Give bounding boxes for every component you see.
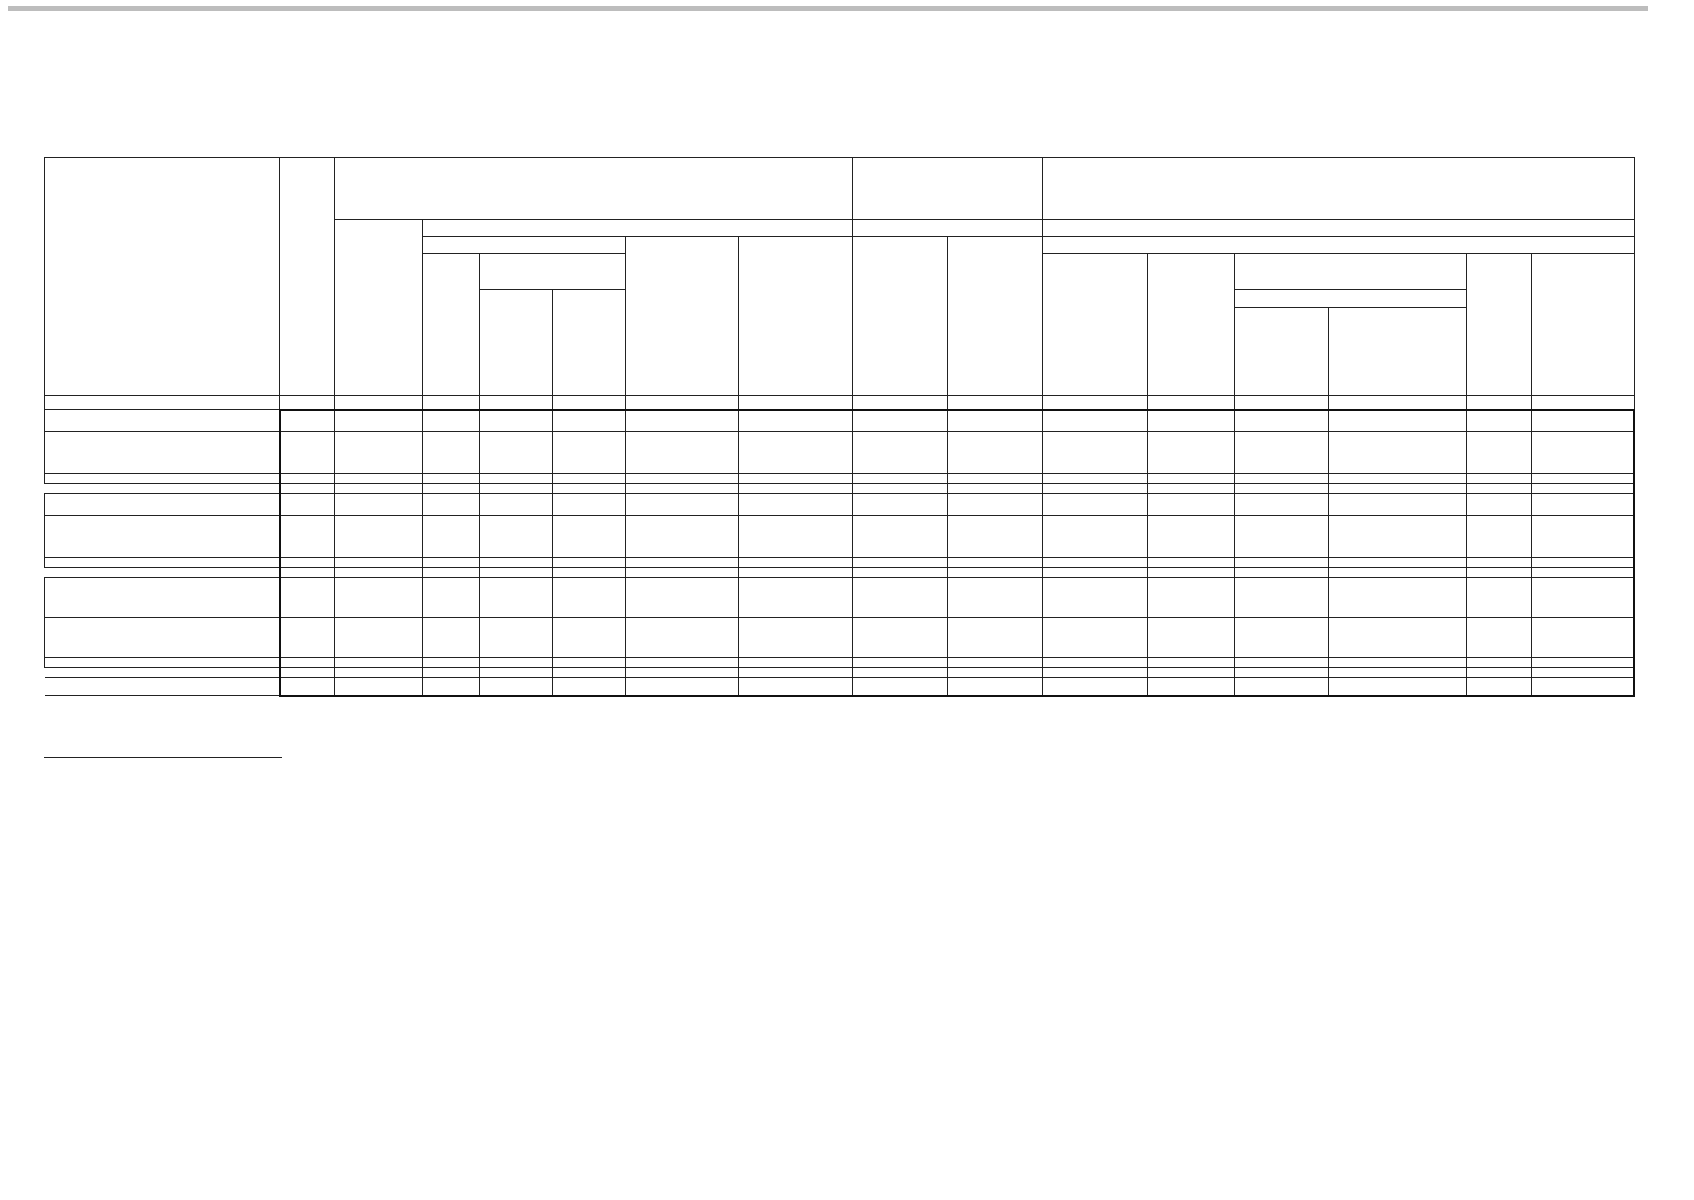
- header-analytic: [1043, 158, 1634, 220]
- row-label-of-them: [45, 432, 280, 474]
- row-code: [280, 578, 335, 618]
- table-row: [45, 618, 1635, 658]
- col-num: [852, 396, 947, 410]
- row-code: [280, 494, 335, 516]
- header-federal: [1234, 308, 1328, 396]
- col-num: [739, 396, 853, 410]
- row-label-aux: [45, 494, 280, 516]
- total-col8: [739, 678, 853, 696]
- header-grant: [1234, 254, 1466, 290]
- header-employees: [852, 237, 947, 396]
- col-num: [45, 396, 280, 410]
- header-internal: [625, 237, 739, 396]
- col-num: [625, 396, 739, 410]
- row-code: [280, 678, 335, 696]
- header-part-time: [552, 290, 625, 396]
- header-individuals: [948, 237, 1043, 396]
- col-num: [479, 396, 552, 410]
- footnote-separator: [44, 757, 282, 758]
- total-col3: [334, 678, 422, 696]
- header-fund-including: [423, 220, 853, 237]
- header-subsidy-other: [1147, 254, 1234, 396]
- row-label-adm: [45, 578, 280, 618]
- header-groups: [45, 158, 280, 396]
- table-row: [45, 578, 1635, 618]
- table-row: [45, 494, 1635, 516]
- col-num: [334, 396, 422, 410]
- header-full-time: [479, 290, 552, 396]
- table-row: [45, 568, 1635, 578]
- col-num: [423, 396, 480, 410]
- row-label-of-them: [45, 516, 280, 558]
- header-oms: [1467, 254, 1532, 396]
- total-col10: [948, 678, 1043, 696]
- col-num: [1329, 396, 1467, 410]
- col-num: [1043, 396, 1147, 410]
- header-including-conditions: [479, 254, 625, 290]
- header-income: [1531, 254, 1634, 396]
- header-fund-total: [334, 220, 422, 396]
- table-row: [45, 658, 1635, 668]
- header-main-total: [423, 254, 480, 396]
- header-external: [739, 237, 853, 396]
- header-analytic-including: [1043, 220, 1634, 237]
- total-col9: [852, 678, 947, 696]
- header-main-place: [423, 237, 626, 254]
- header-code: [280, 158, 335, 396]
- col-num: [1147, 396, 1234, 410]
- col-num: [1467, 396, 1532, 410]
- header-regional: [1329, 308, 1467, 396]
- col-num: [948, 396, 1043, 410]
- header-gpd-including: [852, 220, 1043, 237]
- table-row: [45, 558, 1635, 568]
- row-code: [280, 618, 335, 658]
- col-num: [1234, 396, 1328, 410]
- table-row: [45, 484, 1635, 494]
- total-row: [45, 678, 1635, 696]
- col-num: [1531, 396, 1634, 410]
- header-gpd: [852, 158, 1043, 220]
- table-row: [45, 474, 1635, 484]
- table-row: [45, 516, 1635, 558]
- row-code: [280, 432, 335, 474]
- salary-table: [44, 157, 1635, 697]
- row-label-of-them: [45, 618, 280, 658]
- col-num: [552, 396, 625, 410]
- row-label-total: [45, 678, 280, 696]
- row-code: [280, 410, 335, 432]
- section-title: [0, 131, 1694, 146]
- header-grant-including: [1234, 290, 1466, 308]
- scan-top-edge: [8, 6, 1648, 11]
- header-subsidy-task: [1043, 254, 1147, 396]
- col-num: [280, 396, 335, 410]
- header-analytic-main-place: [1043, 237, 1634, 254]
- header-fund: [334, 158, 852, 220]
- table-row: [45, 410, 1635, 432]
- total-col7: [625, 678, 739, 696]
- row-code: [280, 516, 335, 558]
- row-label-main: [45, 410, 280, 432]
- table-row: [45, 668, 1635, 678]
- table-row: [45, 432, 1635, 474]
